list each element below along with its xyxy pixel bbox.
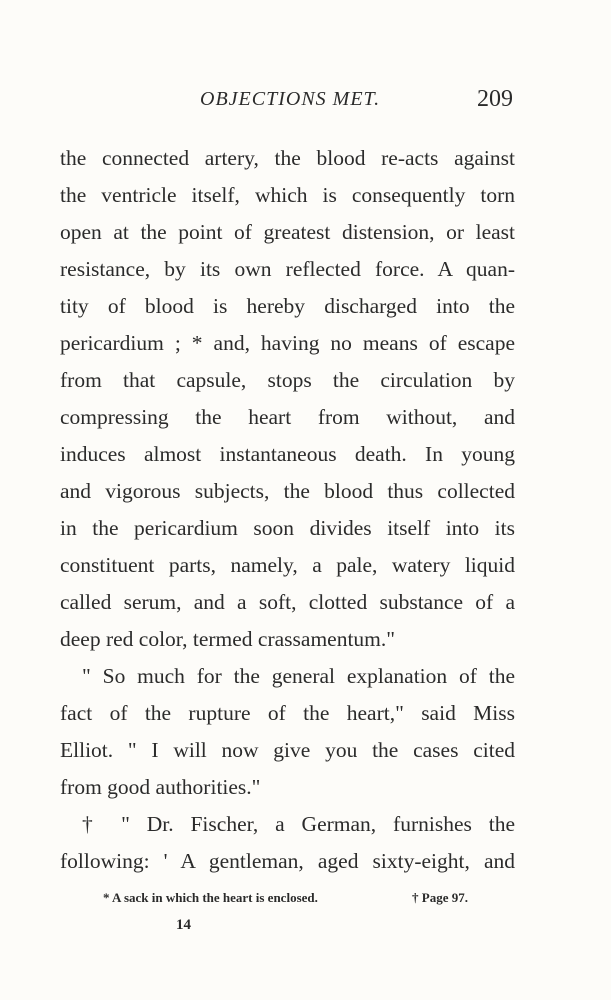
text-line: from that capsule, stops the circulation by [60, 368, 515, 392]
running-title: OBJECTIONS MET. [200, 88, 381, 110]
body-text [60, 140, 515, 880]
text-line: tity of blood is hereby discharged into the [60, 294, 515, 318]
text-line: resistance, by its own reflected force. A quan- [60, 257, 515, 281]
text-line: in the pericardium soon divides itself into its [60, 516, 515, 540]
footnote-page-reference: † Page 97. [412, 890, 468, 905]
text-line: and vigorous subjects, the blood thus collected [60, 479, 515, 503]
text-line: † " Dr. Fischer, a German, furnishes the [82, 812, 515, 836]
page-number: 209 [477, 86, 513, 112]
text-line: deep red color, termed crassamentum." [60, 627, 396, 651]
text-line: pericardium ; * and, having no means of escape [60, 331, 515, 355]
text-line: the connected artery, the blood re-acts against [60, 146, 515, 170]
text-line: constituent parts, namely, a pale, watery liquid [60, 553, 515, 577]
text-line: following: ' A gentleman, aged sixty-eight, and [60, 849, 515, 873]
text-line: fact of the rupture of the heart," said Miss [60, 701, 515, 725]
text-line: compressing the heart from without, and [60, 405, 515, 429]
footnote-sack: * A sack in which the heart is enclosed. [103, 890, 318, 905]
text-line: " So much for the general explanation of the [82, 664, 515, 688]
running-head [0, 86, 611, 116]
text-line: called serum, and a soft, clotted substance of a [60, 590, 515, 614]
text-line: induces almost instantaneous death. In young [60, 442, 515, 466]
text-line: the ventricle itself, which is consequently torn [60, 183, 515, 207]
text-line: from good authorities." [60, 775, 261, 799]
text-line: Elliot. " I will now give you the cases cited [60, 738, 515, 762]
text-line: open at the point of greatest distension, or least [60, 220, 515, 244]
signature-mark: 14 [176, 917, 191, 933]
